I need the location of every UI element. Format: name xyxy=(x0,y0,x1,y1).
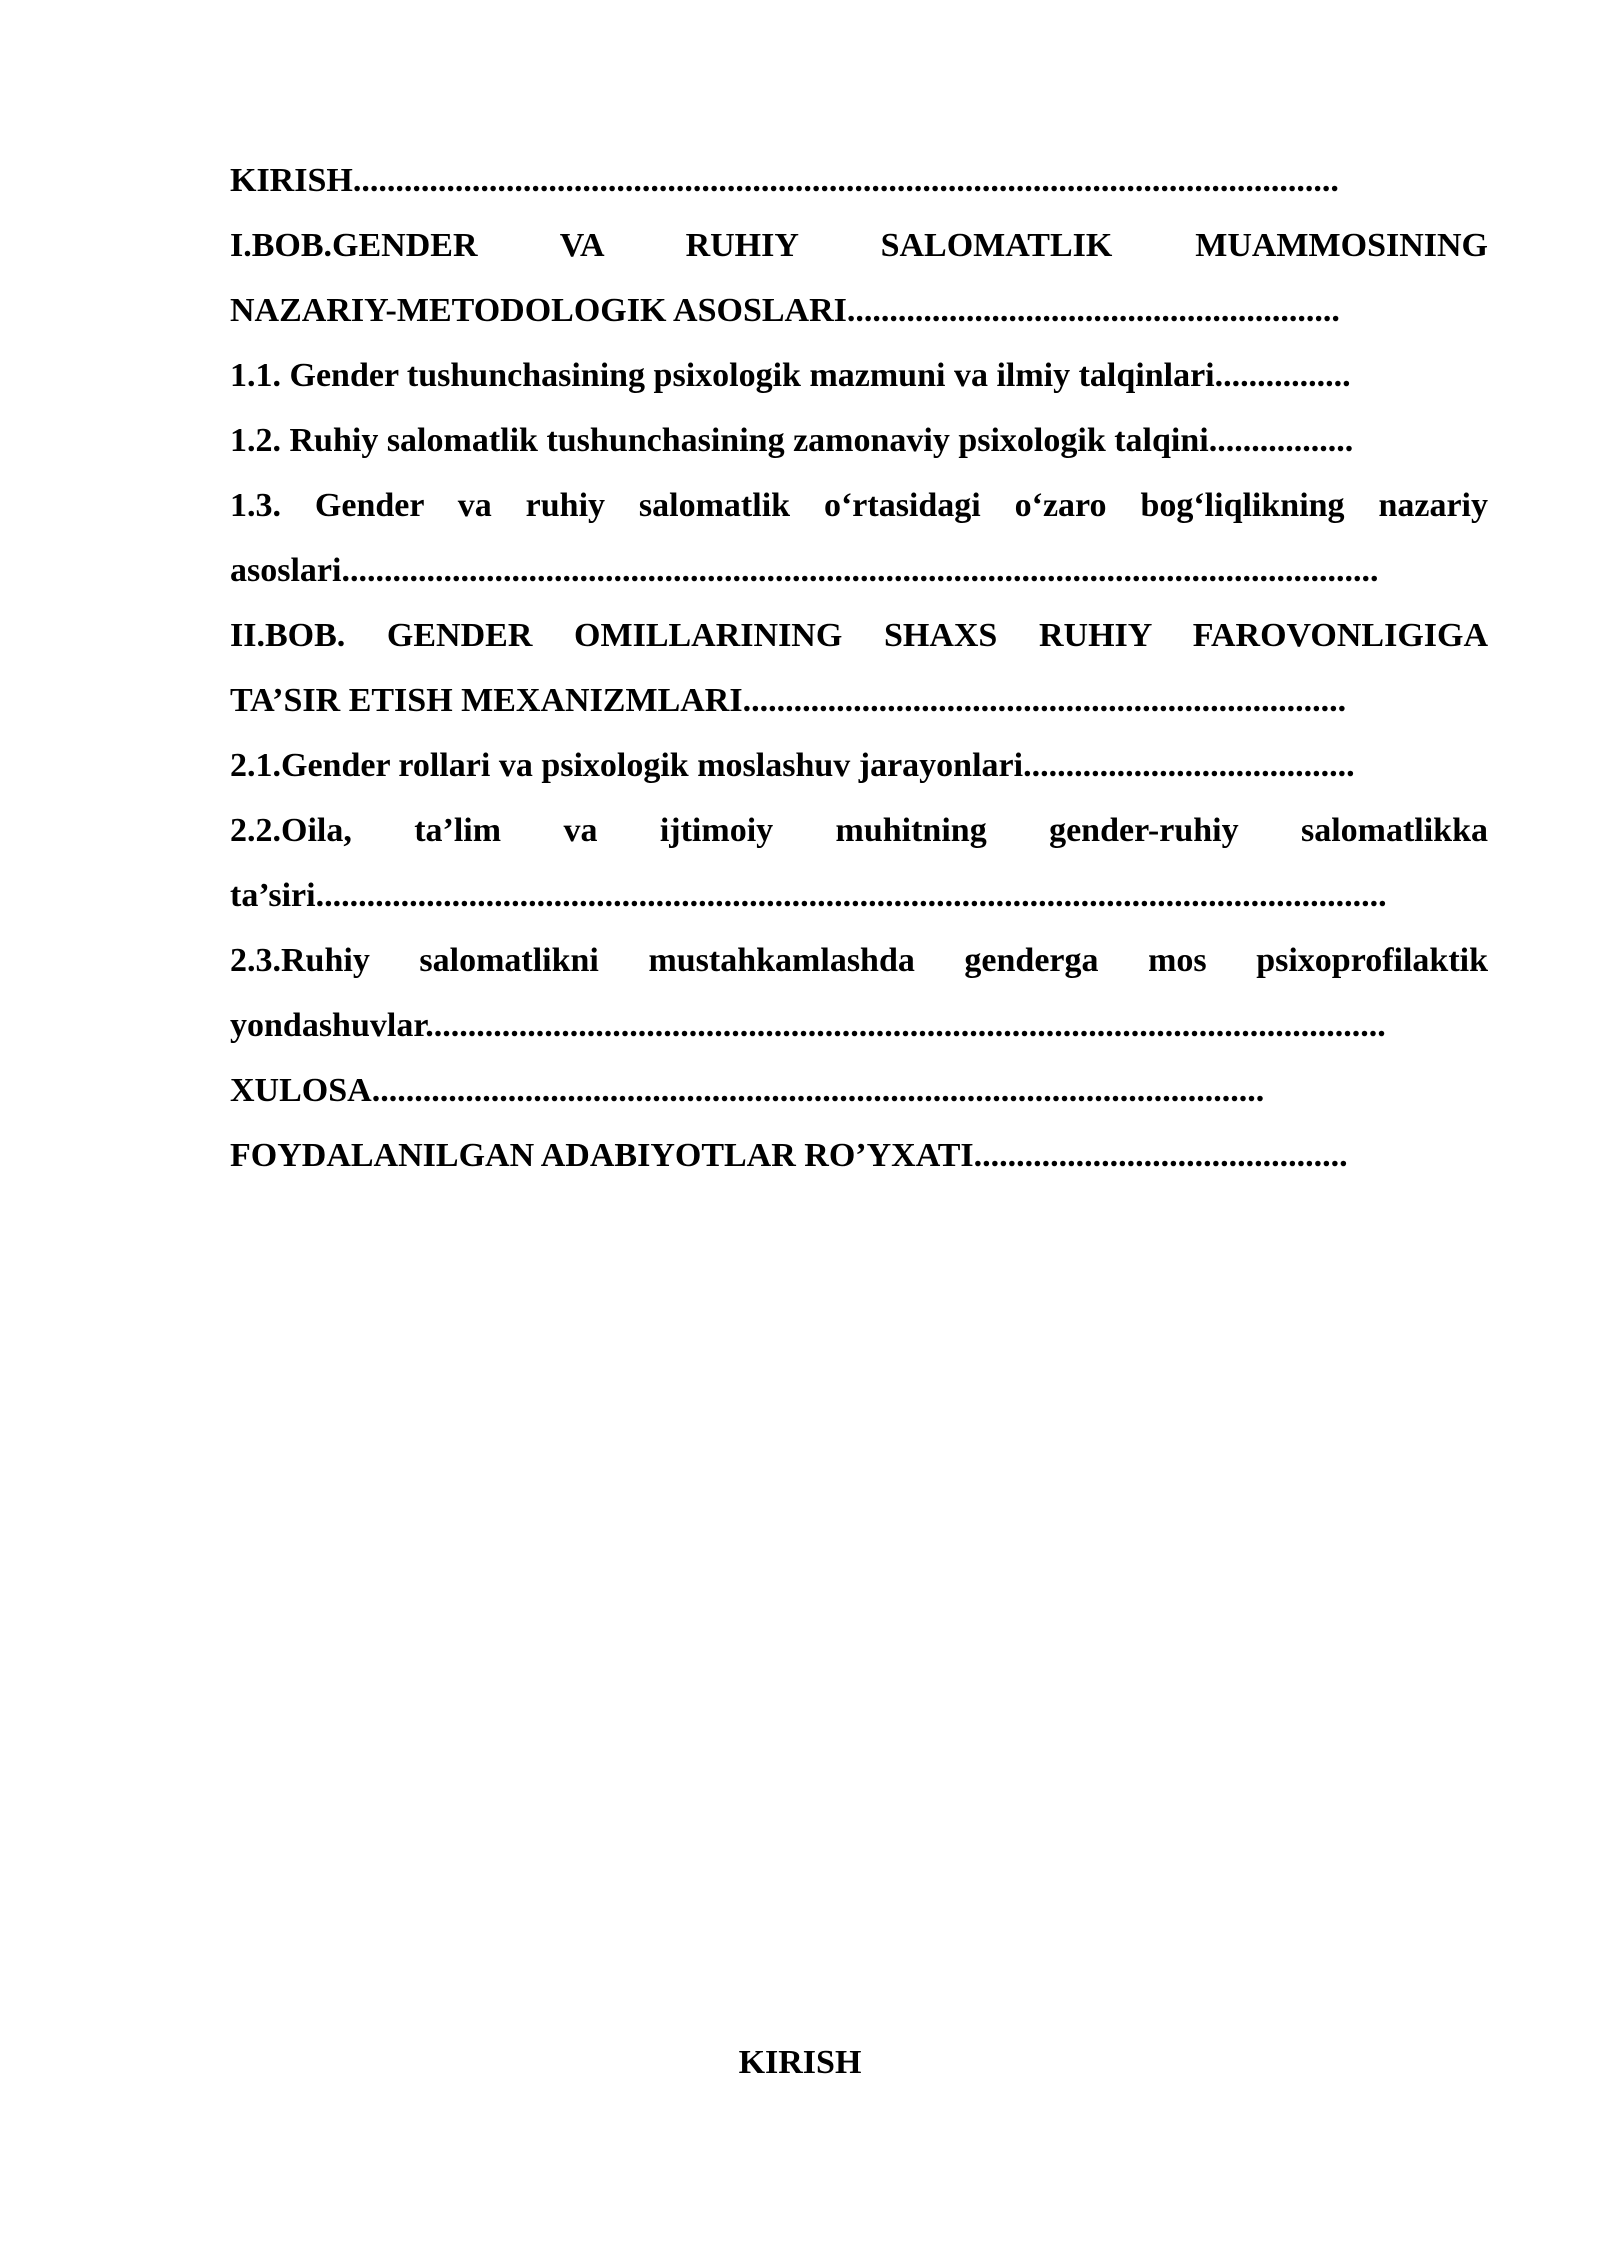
toc-line: asoslari.......................................................................................................................... xyxy=(230,552,1379,589)
toc-line: 1.3. Gender va ruhiy salomatlik o‘rtasidagi o‘zaro bog‘liqlikning nazariy xyxy=(230,487,1488,524)
toc-line: ta’siri.............................................................................................................................. xyxy=(230,877,1387,914)
toc-line: yondashuvlar................................................................................................................. xyxy=(230,1007,1386,1044)
toc-line: 2.3.Ruhiy salomatlikni mustahkamlashda genderga mos psixoprofilaktik xyxy=(230,942,1488,979)
section-heading: KIRISH xyxy=(738,2044,862,2081)
toc-line: 1.2. Ruhiy salomatlik tushunchasining zamonaviy psixologik talqini................. xyxy=(230,422,1354,459)
toc-line: I.BOB.GENDER VA RUHIY SALOMATLIK MUAMMOSINING xyxy=(230,227,1488,264)
toc-line: NAZARIY-METODOLOGIK ASOSLARI.......................................................... xyxy=(230,292,1340,329)
toc-line: 2.2.Oila, ta’lim va ijtimoiy muhitning gender-ruhiy salomatlikka xyxy=(230,812,1488,849)
toc-line: II.BOB. GENDER OMILLARINING SHAXS RUHIY FAROVONLIGIGA xyxy=(230,617,1488,654)
toc-line: 2.1.Gender rollari va psixologik moslashuv jarayonlari....................................... xyxy=(230,747,1355,784)
toc-line: 1.1. Gender tushunchasining psixologik mazmuni va ilmiy talqinlari................ xyxy=(230,357,1351,394)
toc-line: XULOSA......................................................................................................... xyxy=(230,1072,1265,1109)
toc-line: TA’SIR ETISH MEXANIZMLARI....................................................................... xyxy=(230,682,1347,719)
toc-line: FOYDALANILGAN ADABIYOTLAR RO’YXATI............................................ xyxy=(230,1137,1348,1174)
table-of-contents xyxy=(230,148,1488,1188)
toc-line: KIRISH.................................................................................................................... xyxy=(230,162,1339,199)
